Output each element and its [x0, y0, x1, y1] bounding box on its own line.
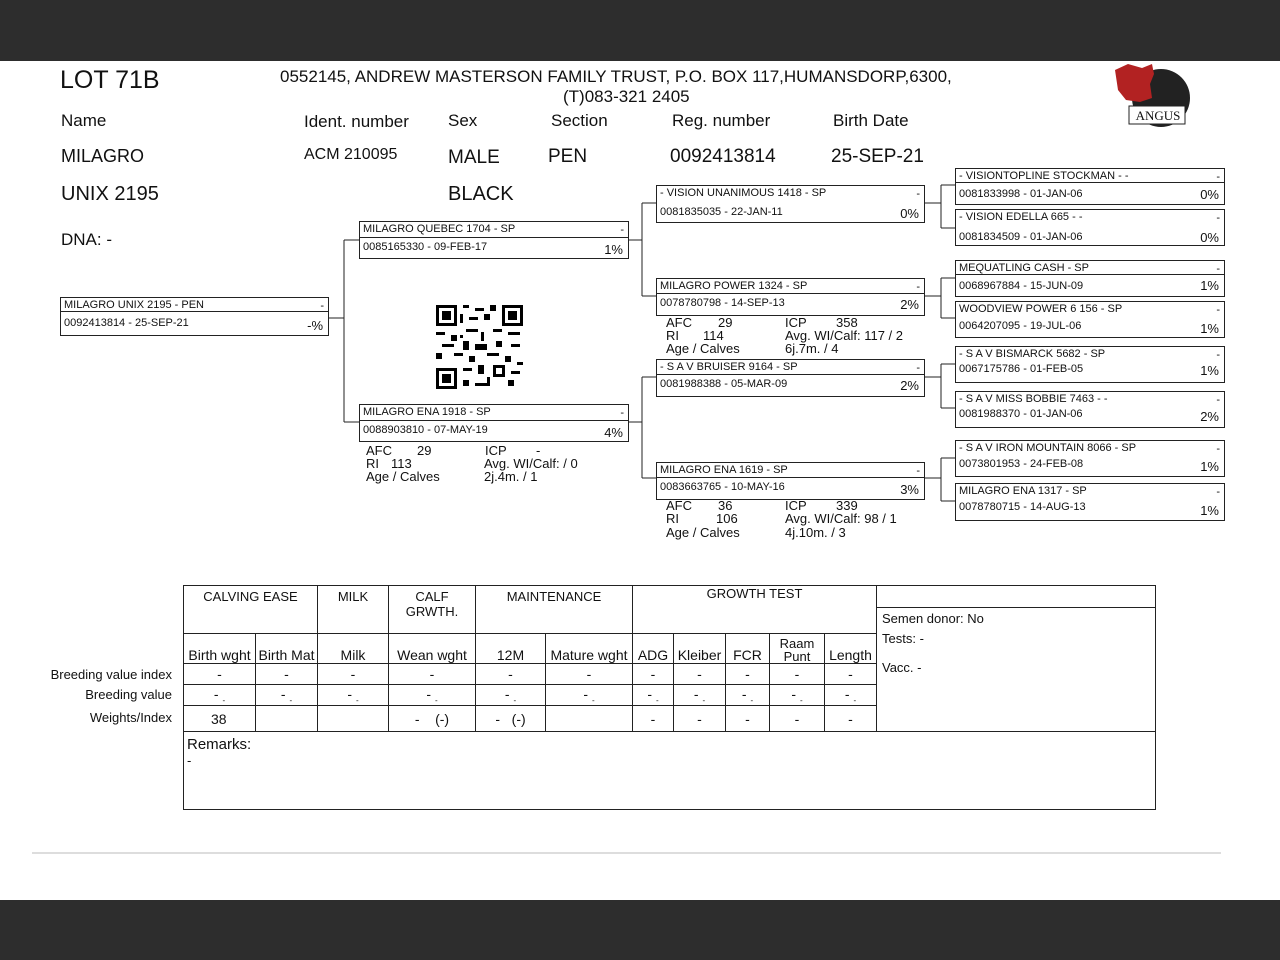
bv-accuracy: -: [289, 695, 293, 705]
stat-value: 4j.10m. / 3: [785, 525, 846, 540]
bv-value: -: [280, 685, 286, 702]
ggp-id: 0067175786 - 01-FEB-05: [959, 363, 1084, 375]
dam-dash: -: [620, 407, 624, 419]
bv-cell: [184, 685, 256, 706]
animal-ident: ACM 210095: [304, 146, 398, 163]
gp-name: MILAGRO ENA 1619 - SP: [660, 464, 788, 476]
ggp-dash: -: [1216, 486, 1220, 498]
stat-value: 358: [836, 315, 858, 330]
animal-name-2: UNIX 2195: [61, 183, 159, 205]
bv-cell: [476, 685, 546, 706]
stat-value: Avg. WI/Calf: 117 / 2: [785, 328, 904, 343]
gp-dash: -: [916, 362, 920, 374]
stat-value: 113: [391, 456, 412, 471]
group-calving-ease: CALVING EASE: [184, 586, 318, 634]
grandparent-stats: [666, 499, 926, 541]
ggp-pct: 0%: [1200, 230, 1219, 245]
bv-value: -: [791, 685, 797, 702]
vaccinations: Vacc. -: [882, 660, 922, 675]
great-grandparent-box: [955, 168, 1225, 205]
animal-birth: 25-SEP-21: [831, 146, 924, 167]
subject-id: 0092413814 - 25-SEP-21: [64, 317, 189, 329]
gp-pct: 0%: [900, 206, 919, 221]
semen-donor: Semen donor: No: [882, 611, 984, 626]
grandparent-stats: [666, 316, 926, 358]
subject-box: [60, 297, 329, 336]
weight-cell: -: [825, 706, 877, 732]
stat-value: -: [536, 443, 541, 458]
bv-cell: [318, 685, 389, 706]
ggp-name: - VISIONTOPLINE STOCKMAN - -: [959, 170, 1129, 182]
bv-value: -: [741, 685, 747, 702]
gp-id: 0083663765 - 10-MAY-16: [660, 481, 785, 493]
bv-cell: [674, 685, 726, 706]
stat-label: RI: [666, 328, 679, 343]
ggp-id: 0068967884 - 15-JUN-09: [959, 280, 1084, 292]
blank-cell: [877, 586, 1156, 608]
sire-box: [359, 221, 629, 259]
subject-dash: -: [320, 300, 324, 312]
ggp-id: 0081834509 - 01-JAN-06: [959, 231, 1083, 243]
ggp-dash: -: [1216, 212, 1220, 224]
grandparent-box: [656, 462, 925, 500]
ggp-id: 0081833998 - 01-JAN-06: [959, 188, 1083, 200]
bv-accuracy: -: [222, 695, 226, 705]
great-grandparent-box: [955, 483, 1225, 521]
bv-accuracy: -: [355, 695, 359, 705]
ggp-pct: 1%: [1200, 278, 1219, 293]
bv-value: -: [213, 685, 219, 702]
weight-cell: - (-): [389, 706, 476, 732]
dna-status: DNA: -: [61, 230, 112, 249]
weight-cell: [318, 706, 389, 732]
bv-value: -: [583, 685, 589, 702]
bv-value: -: [693, 685, 699, 702]
stat-value: Avg. WI/Calf: 98 / 1: [785, 511, 897, 526]
sire-dash: -: [620, 224, 624, 236]
bv-value: -: [647, 685, 653, 702]
stat-value: 36: [718, 498, 733, 513]
owner-line-1: 0552145, ANDREW MASTERSON FAMILY TRUST, P.O. BOX 117,HUMANSDORP,6300,: [280, 67, 952, 86]
col-header: Birth Mat: [256, 634, 318, 664]
bv-cell: [770, 685, 825, 706]
stat-value: Avg. WI/Calf: / 0: [484, 456, 578, 471]
great-grandparent-box: [955, 209, 1225, 246]
stat-label: RI: [366, 456, 379, 471]
logo-text: ANGUS: [1135, 108, 1181, 123]
weight-cell: [546, 706, 633, 732]
great-grandparent-box: [955, 301, 1225, 338]
stat-label: ICP: [785, 498, 807, 513]
row-label-bv: Breeding value: [85, 687, 172, 702]
stat-label: AFC: [666, 315, 692, 330]
bvi-cell: -: [726, 664, 770, 685]
breeding-values-table: [183, 585, 1156, 810]
bv-value: -: [844, 685, 850, 702]
stat-label: Age / Calves: [666, 525, 740, 540]
bv-accuracy: -: [655, 695, 659, 705]
ggp-pct: 2%: [1200, 409, 1219, 424]
ggp-pct: 1%: [1200, 363, 1219, 378]
group-calf-growth: CALF GRWTH.: [389, 586, 476, 634]
animal-section: PEN: [548, 146, 588, 167]
bvi-cell: -: [546, 664, 633, 685]
header-ident: Ident. number: [304, 112, 409, 131]
col-header: 12M: [476, 634, 546, 664]
ggp-name: MEQUATLING CASH - SP: [959, 262, 1089, 274]
ggp-name: WOODVIEW POWER 6 156 - SP: [959, 303, 1123, 315]
animal-name-1: MILAGRO: [61, 146, 145, 166]
dam-box: [359, 404, 629, 442]
col-header: Length: [825, 634, 877, 664]
grandparent-box: [656, 278, 925, 316]
col-header: FCR: [726, 634, 770, 664]
bv-accuracy: -: [750, 695, 754, 705]
ggp-dash: -: [1216, 304, 1220, 316]
ggp-name: - S A V BISMARCK 5682 - SP: [959, 348, 1106, 360]
great-grandparent-box: [955, 260, 1225, 297]
animal-sex: MALE: [448, 147, 500, 168]
ggp-name: MILAGRO ENA 1317 - SP: [959, 485, 1087, 497]
stat-label: ICP: [785, 315, 807, 330]
bv-value: -: [347, 685, 353, 702]
gp-dash: -: [916, 465, 920, 477]
ggp-id: 0081988370 - 01-JAN-06: [959, 408, 1083, 420]
stat-value: 114: [703, 328, 724, 343]
stat-label: Age / Calves: [366, 469, 440, 484]
lot-number: LOT 71B: [60, 66, 160, 94]
group-maintenance: MAINTENANCE: [476, 586, 633, 634]
bv-value: -: [426, 685, 432, 702]
col-header: Mature wght: [546, 634, 633, 664]
gp-dash: -: [916, 188, 920, 200]
remarks-label: Remarks:: [187, 736, 252, 753]
ggp-name: - S A V IRON MOUNTAIN 8066 - SP: [959, 442, 1137, 454]
bv-cell: [256, 685, 318, 706]
stat-label: RI: [666, 511, 679, 526]
col-header: Birth wght: [184, 634, 256, 664]
ggp-id: 0073801953 - 24-FEB-08: [959, 458, 1084, 470]
stat-value: 2j.4m. / 1: [484, 469, 538, 484]
qr-code: [436, 305, 523, 389]
ggp-name: - VISION EDELLA 665 - -: [959, 211, 1083, 223]
ggp-dash: -: [1216, 349, 1220, 361]
bv-accuracy: -: [853, 695, 857, 705]
bv-cell: [546, 685, 633, 706]
bvi-cell: -: [825, 664, 877, 685]
gp-id: 0081988388 - 05-MAR-09: [660, 378, 788, 390]
bvi-cell: -: [184, 664, 256, 685]
weight-cell: -: [770, 706, 825, 732]
great-grandparent-box: [955, 391, 1225, 428]
bv-cell: [825, 685, 877, 706]
dam-stats: [366, 444, 626, 489]
stat-label: Age / Calves: [666, 341, 740, 356]
great-grandparent-box: [955, 440, 1225, 477]
weight-cell: -: [726, 706, 770, 732]
dam-id: 0088903810 - 07-MAY-19: [363, 424, 488, 436]
ggp-id: 0078780715 - 14-AUG-13: [959, 501, 1086, 513]
bv-cell: [726, 685, 770, 706]
stat-value: 29: [718, 315, 733, 330]
subject-name: MILAGRO UNIX 2195 - PEN: [64, 299, 204, 311]
gp-name: MILAGRO POWER 1324 - SP: [660, 280, 808, 292]
sire-id: 0085165330 - 09-FEB-17: [363, 241, 488, 253]
sire-name: MILAGRO QUEBEC 1704 - SP: [363, 223, 516, 235]
sire-pct: 1%: [604, 242, 623, 257]
bv-accuracy: -: [434, 695, 438, 705]
animal-reg: 0092413814: [670, 146, 776, 167]
col-header: ADG: [633, 634, 674, 664]
bv-cell: [389, 685, 476, 706]
bvi-cell: -: [674, 664, 726, 685]
weight-cell: - (-): [476, 706, 546, 732]
gp-id: 0081835035 - 22-JAN-11: [660, 206, 783, 218]
bvi-cell: -: [389, 664, 476, 685]
header-reg: Reg. number: [672, 111, 771, 130]
ggp-name: - S A V MISS BOBBIE 7463 - -: [959, 393, 1108, 405]
subject-pct: -%: [307, 318, 323, 333]
weight-cell: [256, 706, 318, 732]
ggp-dash: -: [1216, 171, 1220, 183]
gp-name: - VISION UNANIMOUS 1418 - SP: [660, 187, 827, 199]
dam-pct: 4%: [604, 425, 623, 440]
bv-accuracy: -: [513, 695, 517, 705]
dam-name: MILAGRO ENA 1918 - SP: [363, 406, 491, 418]
ggp-pct: 1%: [1200, 503, 1219, 518]
bv-cell: [633, 685, 674, 706]
bv-accuracy: -: [799, 695, 803, 705]
bvi-cell: -: [256, 664, 318, 685]
stat-label: AFC: [366, 443, 392, 458]
bvi-cell: -: [770, 664, 825, 685]
remarks-text: -: [187, 753, 192, 768]
grandparent-box: [656, 185, 925, 223]
owner-line-2: (T)083-321 2405: [563, 87, 690, 106]
col-header: Raam Punt: [770, 634, 825, 664]
ggp-dash: -: [1216, 263, 1220, 275]
animal-color: BLACK: [448, 183, 514, 205]
stat-value: 339: [836, 498, 858, 513]
bv-accuracy: -: [591, 695, 595, 705]
col-header: Milk: [318, 634, 389, 664]
remarks-cell: [184, 732, 1156, 810]
stat-label: AFC: [666, 498, 692, 513]
great-grandparent-box: [955, 346, 1225, 383]
stat-value: 29: [417, 443, 432, 458]
ggp-dash: -: [1216, 394, 1220, 406]
bvi-cell: -: [318, 664, 389, 685]
grandparent-box: [656, 359, 925, 397]
bv-value: -: [504, 685, 510, 702]
stat-value: 106: [716, 511, 738, 526]
gp-dash: -: [916, 281, 920, 293]
stat-label: ICP: [485, 443, 507, 458]
group-milk: MILK: [318, 586, 389, 634]
group-growth-test: GROWTH TEST: [633, 586, 877, 634]
header-birth: Birth Date: [833, 111, 909, 130]
header-section: Section: [551, 111, 608, 130]
ggp-id: 0064207095 - 19-JUL-06: [959, 320, 1082, 332]
header-name: Name: [61, 111, 107, 130]
stat-value: 6j.7m. / 4: [785, 341, 839, 356]
weight-cell: -: [633, 706, 674, 732]
weight-cell: -: [674, 706, 726, 732]
gp-id: 0078780798 - 14-SEP-13: [660, 297, 785, 309]
row-label-weights: Weights/Index: [89, 710, 172, 725]
weight-cell: 38: [184, 706, 256, 732]
ggp-pct: 1%: [1200, 459, 1219, 474]
gp-name: - S A V BRUISER 9164 - SP: [660, 361, 798, 373]
notes-cell: [877, 608, 1156, 732]
row-label-bvi: Breeding value index: [50, 667, 172, 682]
gp-pct: 2%: [900, 378, 919, 393]
bvi-cell: -: [476, 664, 546, 685]
ggp-pct: 0%: [1200, 187, 1219, 202]
ggp-pct: 1%: [1200, 321, 1219, 336]
bv-accuracy: -: [702, 695, 706, 705]
tests: Tests: -: [882, 631, 924, 646]
ggp-dash: -: [1216, 443, 1220, 455]
col-header: Kleiber: [674, 634, 726, 664]
gp-pct: 3%: [900, 482, 919, 497]
col-header: Wean wght: [389, 634, 476, 664]
bvi-cell: -: [633, 664, 674, 685]
gp-pct: 2%: [900, 297, 919, 312]
header-sex: Sex: [448, 111, 478, 130]
